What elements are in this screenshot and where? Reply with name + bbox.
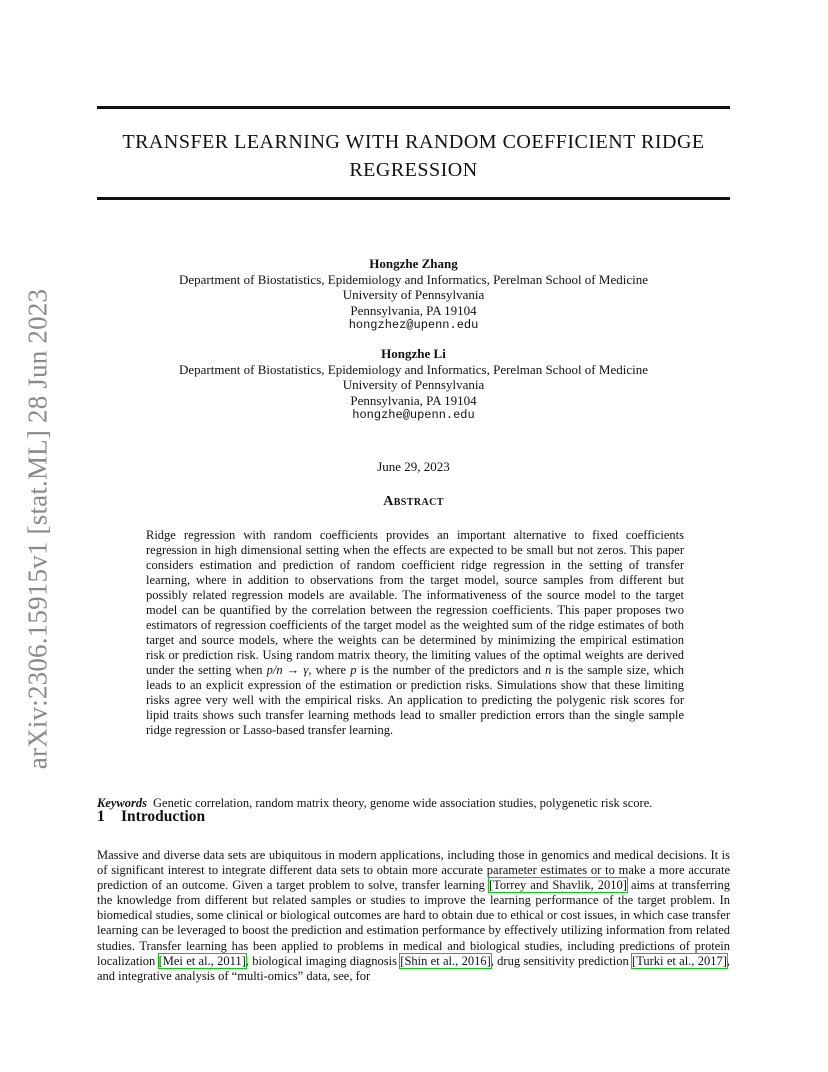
math-n: n (545, 663, 552, 677)
citation-link[interactable]: [Shin et al., 2016] (400, 953, 491, 968)
keywords-label: Keywords (97, 796, 147, 810)
introduction-paragraph: Massive and diverse data sets are ubiquitous in modern applications, including those in genomics and medical decisions. It is of significant interest to integrate different data sets to obtain more accurate parameter estimates or to make a more accurate prediction of an outcome. Given a target problem to solve, transfer learning [Torrey and Shavlik, 2010] aims at transferring the knowledge from different but related samples or studies to improve the learning performance of the target problem. In biomedical studies, some clinical or biological outcomes are hard to obtain due to ethical or cost issues, in which case transfer learning can be leveraged to boost the prediction and estimation performance by effectively utilizing information from related studies. Transfer learning has been applied to problems in medical and biological studies, including predictions of protein localization [Mei et al., 2011], biological imaging diagnosis [Shin et al., 2016], drug sensitivity prediction [Turki et al., 2017], and integrative analysis of “multi-omics” data, see, for (97, 848, 730, 983)
author-email[interactable]: hongzhez@upenn.edu (348, 318, 479, 333)
paper-title (97, 128, 730, 184)
abstract-heading: Abstract (383, 494, 444, 509)
title-line-1: TRANSFER LEARNING WITH RANDOM COEFFICIENT RIDGE (122, 131, 705, 153)
citation-link[interactable]: [Torrey and Shavlik, 2010] (488, 878, 627, 893)
title-rule-top (97, 106, 730, 109)
author-university: University of Pennsylvania (342, 287, 485, 303)
author-department: Department of Biostatistics, Epidemiology and Informatics, Perelman School of Medicine (179, 271, 648, 287)
citation-link[interactable]: [Turki et al., 2017] (632, 953, 727, 968)
author-address: Pennsylvania, PA 19104 (350, 392, 477, 408)
citation-link[interactable]: [Mei et al., 2011] (158, 953, 246, 968)
paper-date: June 29, 2023 (377, 459, 450, 474)
arxiv-identifier: arXiv:2306.15915v1 [stat.ML] 28 Jun 2023 (22, 288, 53, 770)
section-heading-introduction (97, 808, 730, 826)
author-address: Pennsylvania, PA 19104 (350, 302, 477, 318)
section-number: 1 (97, 808, 105, 825)
abstract-text: Ridge regression with random coefficients provides an important alternative to fixed coefficients regression in high dimensional setting when the effects are expected to be small but not zeros. This paper considers estimation and prediction of random coefficient ridge regression in the setting of transfer learning, where in addition to observations from the target model, source samples from different but possibly related regression models are available. The informativeness of the source model to the target model can be quantified by the correlation between the regression coefficients. This paper proposes two estimators of regression coefficients of the target model as the weighted sum of the ridge estimates of both target and source models, where the weights can be determined by minimizing the empirical estimation risk or prediction risk. Using random matrix theory, the limiting values of the optimal weights are derived under the setting when p/n → γ, where p is the number of the predictors and n is the sample size, which leads to an explicit expression of the estimation or prediction risks. Simulations show that these limiting risks agree very well with the empirical risks. An application to predicting the polygenic risk scores for lipid traits shows such transfer learning methods lead to smaller prediction errors than the single sample ridge regression or Lasso-based transfer learning. (146, 528, 685, 737)
arxiv-sidebar (18, 284, 58, 774)
author-block-1 (97, 256, 730, 334)
author-name: Hongzhe Li (381, 346, 446, 361)
author-department: Department of Biostatistics, Epidemiology and Informatics, Perelman School of Medicine (179, 361, 648, 377)
math-ratio: p/n → γ (266, 663, 309, 677)
author-email[interactable]: hongzhe@upenn.edu (352, 408, 475, 423)
author-name: Hongzhe Zhang (369, 256, 458, 271)
math-p: p (350, 663, 357, 677)
author-block-2 (97, 346, 730, 424)
title-line-2: REGRESSION (349, 159, 478, 181)
keywords-text: Genetic correlation, random matrix theory, genome wide association studies, polygenetic risk score. (153, 796, 653, 810)
title-rule-bottom (97, 197, 730, 200)
section-title: Introduction (121, 808, 206, 825)
author-university: University of Pennsylvania (342, 377, 485, 393)
